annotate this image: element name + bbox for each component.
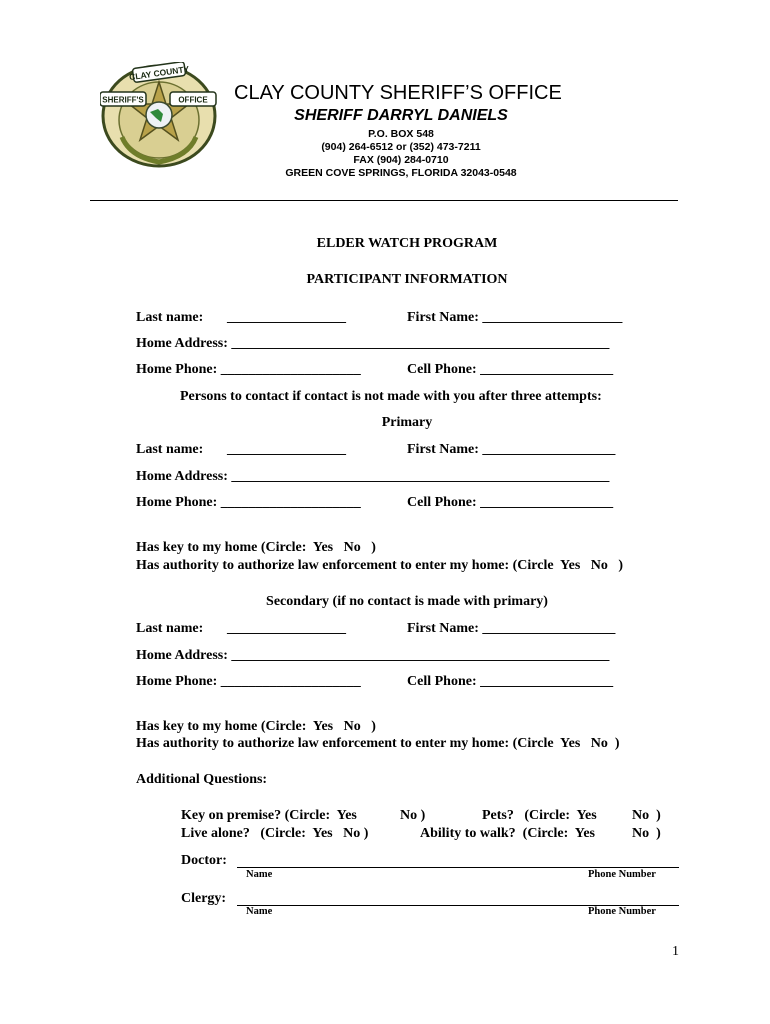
contact-instruction: Persons to contact if contact is not made with you after three attempts: — [180, 389, 602, 404]
form-subtitle: PARTICIPANT INFORMATION — [306, 272, 508, 287]
office-name: CLAY COUNTY SHERIFF’S OFFICE — [234, 82, 562, 104]
seal-text-left: SHERIFF'S — [102, 95, 144, 105]
live-alone-question[interactable]: Live alone? (Circle: Yes No ) — [181, 826, 369, 841]
additional-heading: Additional Questions: — [136, 772, 268, 787]
walk-no[interactable]: No ) — [632, 826, 661, 841]
secondary-key-question[interactable]: Has key to my home (Circle: Yes No ) — [136, 719, 376, 734]
participant-last-name-label: Last name: — [136, 310, 204, 325]
key-on-premise-question[interactable]: Key on premise? (Circle: Yes — [181, 808, 357, 823]
secondary-last-name-label: Last name: — [136, 621, 204, 636]
clergy-name-caption: Name — [246, 906, 273, 917]
primary-home-address-field[interactable]: Home Address: ______________________________________________________ — [136, 469, 610, 484]
clergy-phone-caption: Phone Number — [588, 906, 656, 917]
doctor-name-caption: Name — [246, 869, 273, 880]
walk-question[interactable]: Ability to walk? (Circle: Yes — [420, 826, 595, 841]
secondary-first-name-field[interactable]: First Name: ___________________ — [407, 621, 616, 636]
primary-authority-question[interactable]: Has authority to authorize law enforcement to enter my home: (Circle Yes No ) — [136, 558, 624, 573]
mailing-address: GREEN COVE SPRINGS, FLORIDA 32043-0548 — [285, 167, 517, 179]
primary-heading: Primary — [381, 415, 433, 430]
pets-question[interactable]: Pets? (Circle: Yes — [482, 808, 597, 823]
key-on-premise-no[interactable]: No ) — [400, 808, 426, 823]
participant-home-address-field[interactable]: Home Address: ______________________________________________________ — [136, 336, 610, 351]
secondary-authority-question[interactable]: Has authority to authorize law enforcement to enter my home: (Circle Yes No ) — [136, 736, 620, 751]
phone-numbers: (904) 264-6512 or (352) 473-7211 — [321, 141, 481, 153]
participant-first-name-field[interactable]: First Name: ____________________ — [407, 310, 623, 325]
seal-text-right: OFFICE — [178, 95, 208, 105]
page-number: 1 — [672, 944, 679, 959]
pets-no[interactable]: No ) — [632, 808, 661, 823]
secondary-cell-phone-field[interactable]: Cell Phone: ___________________ — [407, 674, 614, 689]
seal-text-top: CLAY COUNTY — [128, 63, 190, 83]
participant-last-name-field[interactable]: _________________ — [227, 310, 346, 325]
primary-last-name-field[interactable]: _________________ — [227, 442, 346, 457]
secondary-last-name-field[interactable]: _________________ — [227, 621, 346, 636]
primary-first-name-field[interactable]: First Name: ___________________ — [407, 442, 616, 457]
primary-home-phone-field[interactable]: Home Phone: ____________________ — [136, 495, 361, 510]
sheriff-name: SHERIFF DARRYL DANIELS — [294, 107, 508, 124]
secondary-home-phone-field[interactable]: Home Phone: ____________________ — [136, 674, 361, 689]
form-title: ELDER WATCH PROGRAM — [316, 236, 498, 251]
primary-cell-phone-field[interactable]: Cell Phone: ___________________ — [407, 495, 614, 510]
po-box: P.O. BOX 548 — [368, 128, 434, 140]
participant-home-phone-field[interactable]: Home Phone: ____________________ — [136, 362, 361, 377]
doctor-label: Doctor: — [181, 853, 227, 868]
clergy-label: Clergy: — [181, 891, 227, 906]
primary-key-question[interactable]: Has key to my home (Circle: Yes No ) — [136, 540, 376, 555]
header-divider — [90, 200, 678, 201]
participant-cell-phone-field[interactable]: Cell Phone: ___________________ — [407, 362, 614, 377]
secondary-heading: Secondary (if no contact is made with primary) — [266, 594, 548, 609]
fax-number: FAX (904) 284-0710 — [353, 154, 449, 166]
doctor-field[interactable] — [237, 867, 679, 868]
primary-last-name-label: Last name: — [136, 442, 204, 457]
doctor-phone-caption: Phone Number — [588, 869, 656, 880]
secondary-home-address-field[interactable]: Home Address: ______________________________________________________ — [136, 648, 610, 663]
